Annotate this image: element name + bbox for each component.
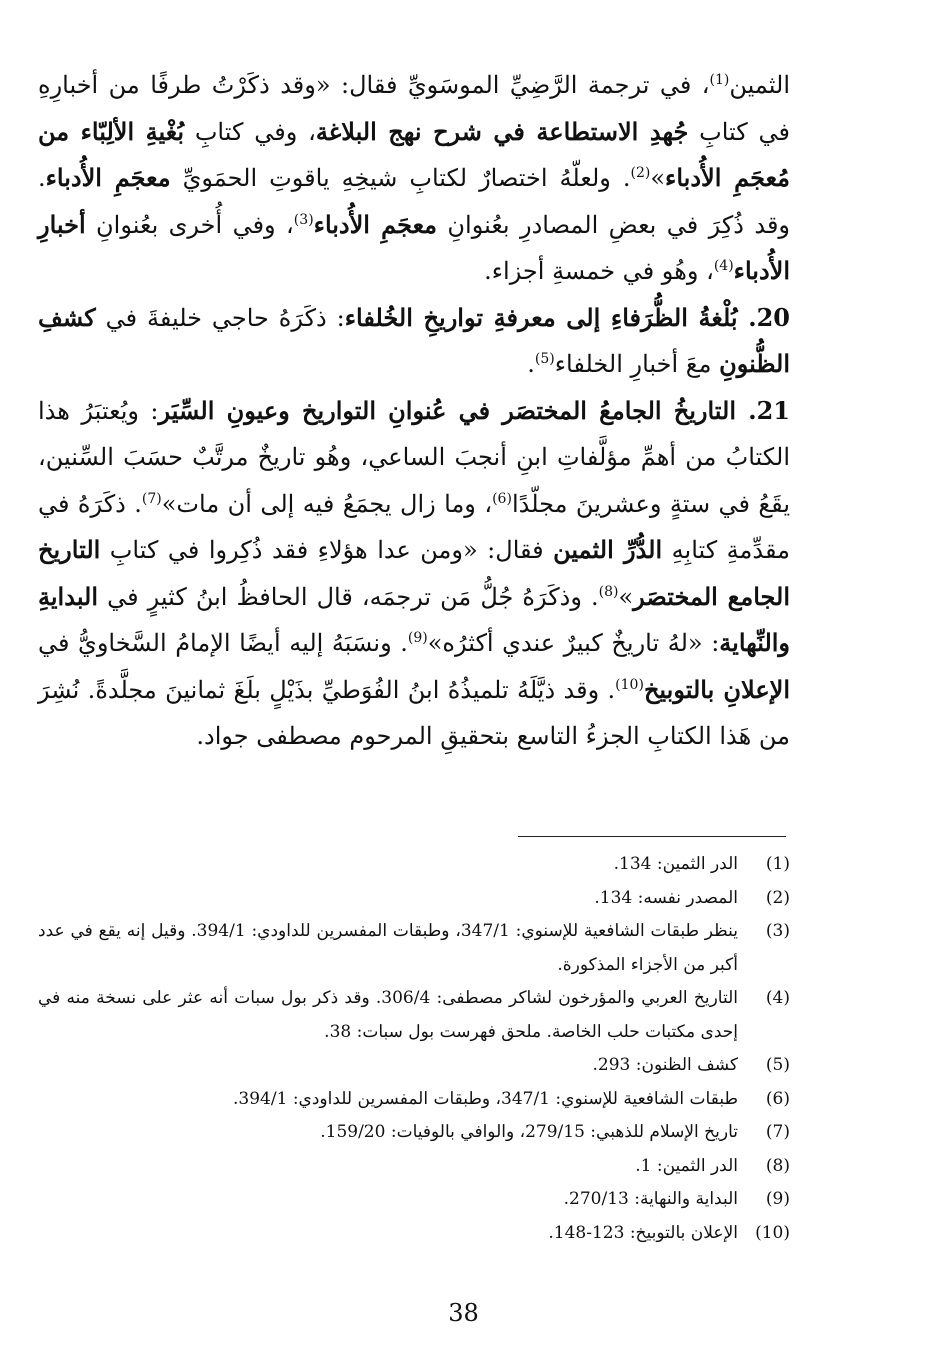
book-title: أخبارِ الأُدباء [38, 209, 790, 285]
footnote-number: (9) [765, 1189, 790, 1209]
book-title: الإعلانِ بالتوبيخ [643, 674, 790, 704]
footnote-ref-10[interactable]: (10) [615, 676, 644, 693]
page-number: 38 [448, 1299, 479, 1327]
book-title: التاريخ الجامع المختصَر [38, 535, 790, 611]
book-title: بُلْغةُ الظُّرَفاءِ إلى معرفةِ تواريخِ الخُلفاء [344, 302, 738, 332]
text-span: . وقد ذيَّلَهُ تلميذُهُ ابنُ الفُوَطيِّ بذَيْلٍ بلَغَ ثمانينَ مجلَّدةً. نُشِرَ من هَذا الكتابِ الجزءُ التاسع بتحقيقِ المرحوم مصطفى جواد. [38, 675, 790, 750]
footnote-6 [38, 1083, 790, 1117]
text-span: ، وما زال يجمَعُ فيه إلى أن مات» [161, 489, 493, 518]
footnote-ref-5[interactable]: (5) [534, 351, 555, 367]
book-title: جُهدِ الاستطاعة في شرح نهج البلاغة [315, 116, 689, 146]
footnote-4 [38, 982, 790, 1049]
footnote-ref-3[interactable]: (3) [293, 211, 314, 228]
text-span: معَ أخبارِ الخلفاء [554, 350, 720, 378]
book-title: معجَمِ الأُدباء [313, 209, 438, 239]
footnote-ref-4[interactable]: (4) [713, 258, 734, 274]
entry-number: 20 [756, 302, 791, 332]
footnote-3 [38, 915, 790, 982]
footnote-text: طبقات الشافعية للإسنوي: 347/1، وطبقات المفسرين للداودي: 394/1. [233, 1088, 738, 1109]
main-text [38, 62, 790, 760]
footnote-text: الدر الثمين: 1. [635, 1155, 738, 1176]
text-span: . ونسَبَهُ إليه أيضًا الإمامُ السَّخاويُّ في [38, 629, 408, 657]
footnote-number: (2) [765, 887, 790, 908]
footnote-9 [38, 1183, 790, 1217]
footnote-2 [38, 882, 790, 916]
footnote-number: (6) [765, 1088, 790, 1109]
footnote-text: الإعلان بالتوبيخ: 123-148. [548, 1222, 738, 1243]
text-span: . وقد ذُكِرَ في بعضِ المصادرِ بعُنوانِ [38, 164, 791, 239]
footnote-number: (4) [765, 988, 790, 1008]
book-title: معجَمِ الأُدباء [45, 163, 171, 192]
text-span: » [618, 582, 634, 611]
text-span: ، وفي كتابِ [184, 117, 316, 146]
entry-number: 21 [756, 395, 790, 425]
footnote-7 [38, 1116, 790, 1150]
footnote-10 [38, 1217, 790, 1251]
book-title: التاريخُ الجامعُ المختصَر في عُنوانِ التواريخ وعيونِ السِّيَر [158, 395, 737, 425]
footnote-ref-8[interactable]: (8) [598, 583, 619, 600]
footnote-ref-2[interactable]: (2) [630, 165, 651, 181]
book-title: الدُّرِّ الثمين [553, 535, 663, 564]
footnote-text: ينظر طبقات الشافعية للإسنوي: 347/1، وطبقات المفسرين للداودي: 394/1. وقيل إنه يقع في عدد أكبر من الأجزاء المذكورة. [38, 921, 738, 975]
text-span: . [527, 350, 535, 378]
footnote-text: كشف الظنون: 293. [592, 1055, 738, 1075]
text-span: : ويُعتبَرُ هذا الكتابُ من أهمِّ مؤلَّفاتِ ابنِ أنجبَ الساعي، وهُو تاريخٌ مرتَّبٌ حسَبَ السِّنين، يقَعُ في ستةٍ وعشرينَ مجلّدًا [38, 396, 791, 518]
footnote-number: (1) [765, 854, 790, 874]
paragraph-3: 21. التاريخُ الجامعُ المختصَر في عُنوانِ التواريخ وعيونِ السِّيَر: ويُعتبَرُ هذا الكتابُ من أهمِّ مؤلَّفاتِ ابنِ أنجبَ الساعي، وهُو تاريخٌ مرتَّبٌ حسَبَ السِّنين، يقَعُ في ستةٍ وعشرينَ مجلّدًا$^{(6)}$، وما زال يجمَعُ فيه إلى أن مات»$^{(7)}$. ذكَرَهُ في مقدِّمةِ كتابِهِ الدُّرِّ الثمين فقال: «ومن عدا هؤلاءِ فقد ذُكِروا في كتابِ التاريخ الجامع المختصَر»$^{(8)}$. وذكَرَهُ جُلُّ مَن ترجمَه، قال الحافظُ ابنُ كثيرٍ في البدايةِ والنِّهاية: «لهُ تاريخٌ كبيرٌ عندي أكثرُه»$^{(9)}$. ونسَبَهُ إليه أيضًا الإمامُ السَّخاويُّ في الإعلانِ بالتوبيخ$^{(10)}$. وقد ذيَّلَهُ تلميذُهُ ابنُ الفُوَطيِّ بذَيْلٍ بلَغَ ثمانينَ مجلَّدةً. نُشِرَ من هَذا الكتابِ الجزءُ التاسع بتحقيقِ المرحوم مصطفى جواد. [38, 395, 791, 750]
book-title: كشفِ الظُّنونِ [38, 302, 790, 378]
footnote-number: (5) [765, 1055, 790, 1075]
footnote-text: الدر الثمين: 134. [613, 854, 738, 874]
text-span: ، في ترجمة الرَّضِيِّ الموسَويِّ فقال: «وقد ذكَرْتُ طرفًا من أخبارِهِ في كتابِ [38, 71, 791, 146]
text-span: الثمين [729, 71, 790, 99]
text-span: : «لهُ تاريخٌ كبيرٌ عندي أكثرُه» [427, 629, 720, 657]
footnote-ref-7[interactable]: (7) [141, 490, 162, 507]
footnotes [38, 848, 790, 1250]
footnote-text: المصدر نفسه: 134. [594, 887, 738, 908]
footnote-text: البداية والنهاية: 270/13. [563, 1189, 738, 1209]
text-span: ، وفي أُخرى بعُنوانِ [85, 210, 294, 239]
footnote-text: تاريخ الإسلام للذهبي: 279/15، والوافي بالوفيات: 159/20. [320, 1122, 738, 1142]
footnote-5 [38, 1049, 790, 1083]
footnote-8 [38, 1150, 790, 1184]
text-span: . ولعلّهُ اختصارٌ لكتابِ شيخِهِ ياقوتِ الحمَويِّ [170, 164, 631, 192]
footnote-text: التاريخ العربي والمؤرخون لشاكر مصطفى: 306/4. وقد ذكر بول سبات أنه عثر على نسخة منه في إحدى مكتبات حلب الخاصة. ملحق فهرست بول سبات: 38. [38, 988, 738, 1042]
text-span: ، وهُو في خمسةِ أجزاء. [484, 257, 714, 285]
footnote-number: (3) [765, 921, 790, 941]
book-title: بُغْيةِ الألِبّاء من مُعجَمِ الأُدباء [38, 116, 791, 192]
footnote-1 [38, 848, 790, 882]
paragraph-2: 20. بُلْغةُ الظُّرَفاءِ إلى معرفةِ تواريخِ الخُلفاء: ذكَرَهُ حاجي خليفةَ في كشفِ الظُّنونِ معَ أخبارِ الخلفاء$^{(5)}$. [38, 302, 791, 378]
text-span: فقال: «ومن عدا هؤلاءِ فقد ذُكِروا في كتابِ [100, 536, 554, 564]
footnote-divider [518, 836, 786, 837]
book-title: البدايةِ والنِّهاية [38, 581, 791, 657]
footnote-number: (10) [755, 1222, 790, 1243]
text-span: » [650, 164, 666, 192]
footnote-number: (7) [765, 1122, 790, 1142]
footnote-number: (8) [765, 1155, 790, 1176]
text-span: . ذكَرَهُ في مقدِّمةِ كتابِهِ [38, 489, 790, 564]
footnote-ref-6[interactable]: (6) [492, 490, 512, 507]
footnote-ref-9[interactable]: (9) [407, 630, 428, 646]
paragraph-1 [38, 62, 790, 295]
footnote-ref-1[interactable]: (1) [709, 72, 730, 88]
text-span: : ذكَرَهُ حاجي خليفةَ في [95, 303, 345, 332]
text-span: . وذكَرَهُ جُلُّ مَن ترجمَه، قال الحافظُ ابنُ كثيرٍ في [98, 582, 599, 611]
